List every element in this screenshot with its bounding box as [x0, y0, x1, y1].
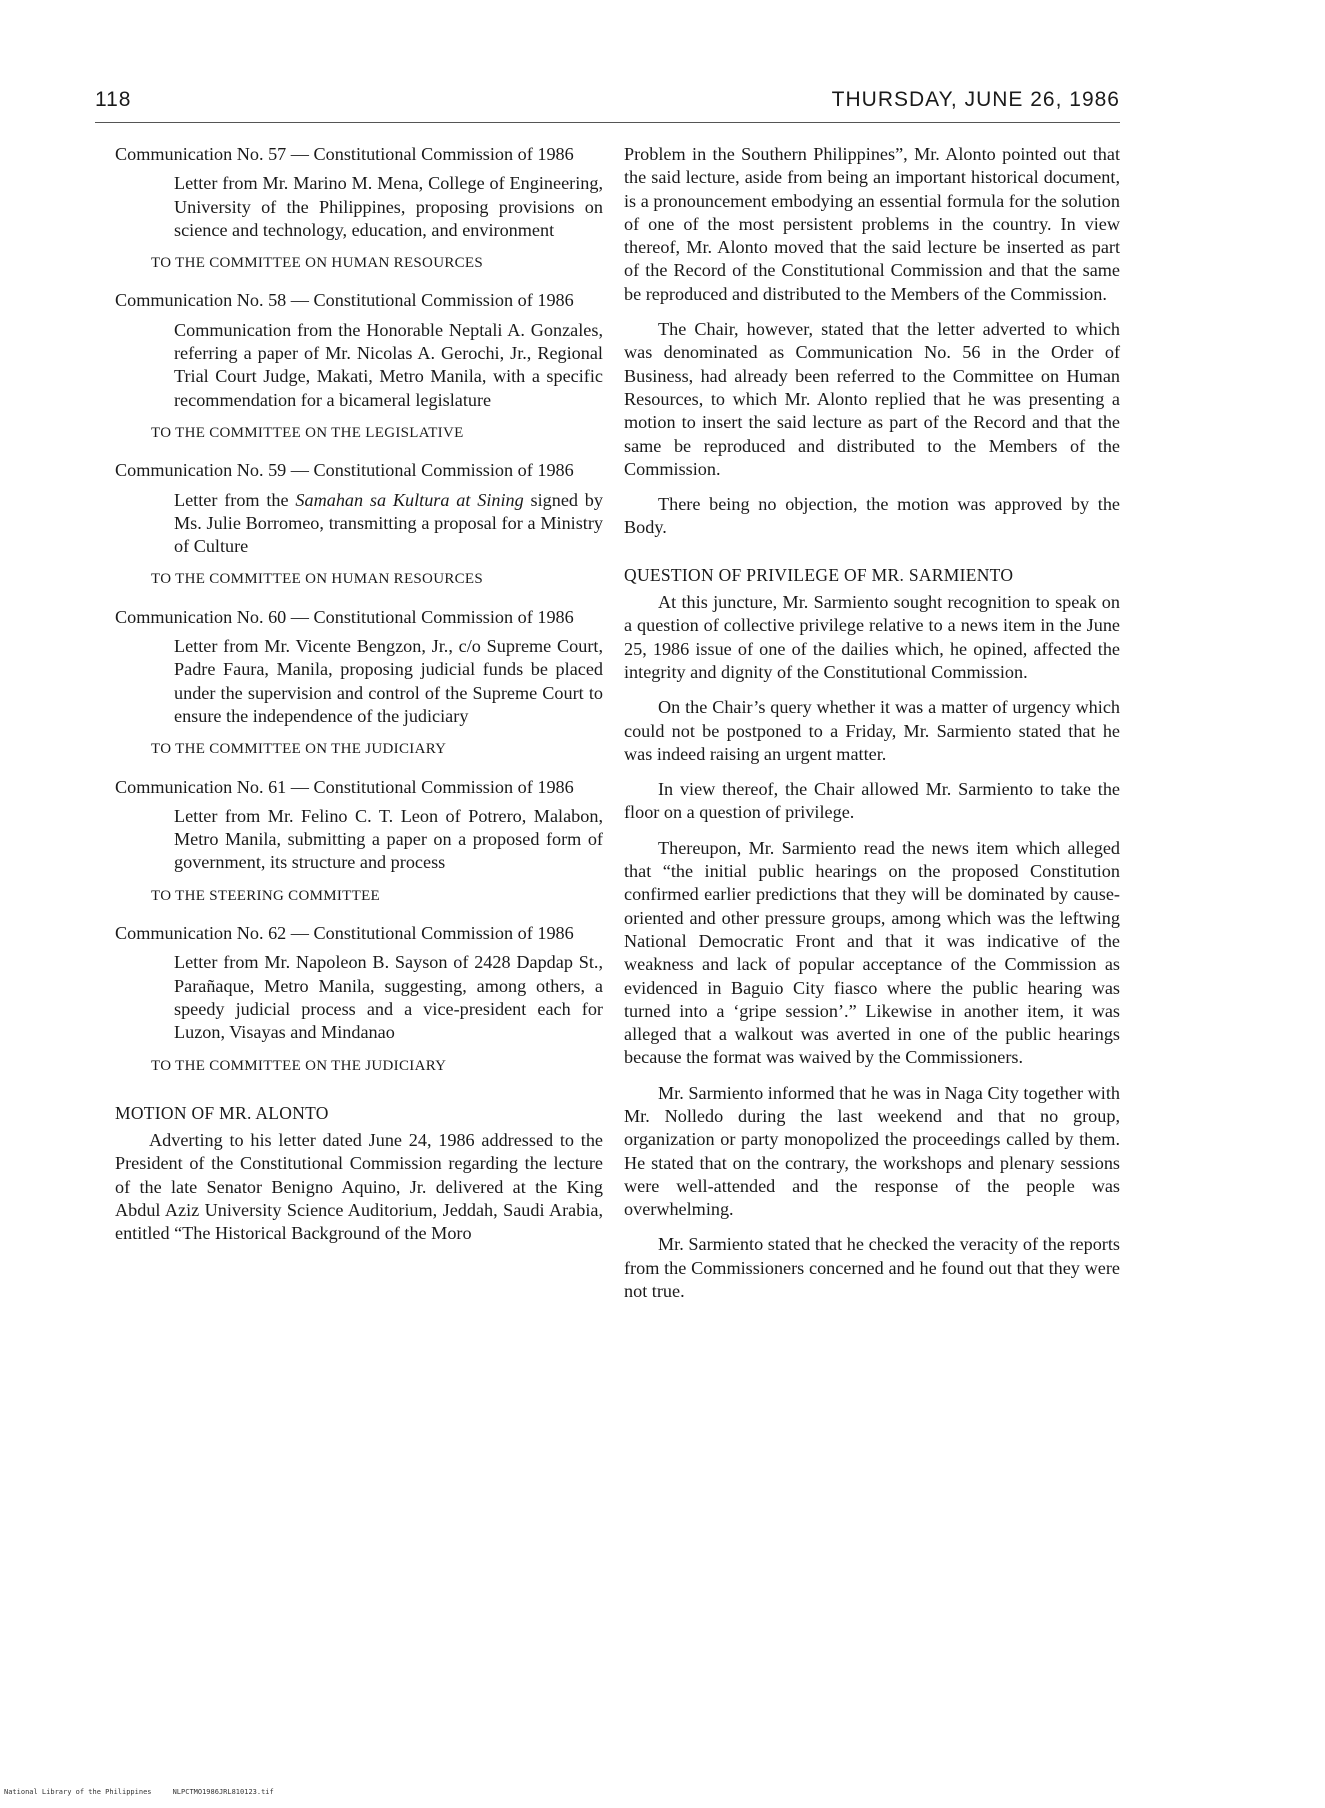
paragraph: There being no objection, the motion was approved by the Body. [624, 494, 1120, 538]
paragraph: The Chair, however, stated that the letter adverted to which was denominated as Communication No. 56 in the Order of Business, had already been referred to the Committee on Human Resources, to which Mr. Alonto replied that he was presenting a motion to insert the said lecture as part of the Record and that the same be reproduced and distributed to the Members of the Commission. [624, 319, 1120, 479]
committee-referral: TO THE COMMITTEE ON THE JUDICIARY [151, 741, 447, 758]
footer-file: NLPCTMO1986JRL810123.tif [172, 1788, 274, 1796]
communication-title: Communication No. 60 — Constitutional Commission of 1986 [115, 606, 574, 627]
paragraph: At this juncture, Mr. Sarmiento sought recognition to speak on a question of collective privilege relative to a news item in the June 25, 1986 issue of one of the dailies which, he opined, affected the integrity and dignity of the Constitutional Commission. [624, 592, 1120, 682]
paragraph: Thereupon, Mr. Sarmiento read the news item which alleged that “the initial public hearings on the proposed Constitution confirmed earlier predictions that they will be dominated by cause-oriented and other pressure groups, among which was the leftwing National Democratic Front and that it was indicative of the weakness and lack of popular acceptance of the Commission as evidenced in Baguio City fiasco where the public hearing was turned into a ‘gripe session’.” Likewise in another item, it was alleged that a walkout was averted in one of the public hearings because the format was waived by the Commissioners. [624, 837, 1120, 1068]
communication-title: Communication No. 58 — Constitutional Commission of 1986 [115, 290, 574, 311]
communication-title: Communication No. 59 — Constitutional Commission of 1986 [115, 460, 574, 481]
communication-entry [115, 459, 603, 591]
scan-footer [4, 1788, 274, 1796]
communication-title: Communication No. 57 — Constitutional Commission of 1986 [115, 144, 574, 164]
communication-body: Communication from the Honorable Neptali A. Gonzales, referring a paper of Mr. Nicolas A. Gerochi, Jr., Regional Trial Court Judge, Makati, Metro Manila, with a specific recommendation for a bicameral legislature [174, 319, 603, 410]
paragraph: Mr. Sarmiento informed that he was in Naga City together with Mr. Nolledo during the last weekend and that no group, organization or party monopolized the proceedings called by them. He stated that on the contrary, the workshops and plenary sessions were well-attended and the response of the people was overwhelming. [624, 1082, 1120, 1220]
communication-body: Letter from Mr. Felino C. T. Leon of Potrero, Malabon, Metro Manila, submitting a paper on a proposed form of government, its structure and process [174, 805, 603, 873]
committee-referral: TO THE STEERING COMMITTEE [151, 887, 381, 904]
communication-title: Communication No. 62 — Constitutional Commission of 1986 [115, 923, 574, 944]
communication-entry [115, 606, 603, 762]
communication-entry [115, 289, 603, 445]
communication-entry [115, 143, 603, 275]
session-date: THURSDAY, JUNE 26, 1986 [831, 88, 1120, 111]
body-suffix: signed by Ms. Julie Borromeo, transmitting a proposal for a Ministry of Culture [174, 489, 603, 557]
committee-referral: TO THE COMMITTEE ON THE JUDICIARY [151, 1057, 447, 1074]
left-column [115, 143, 603, 1258]
right-column [624, 143, 1120, 1315]
paragraph: In view thereof, the Chair allowed Mr. Sarmiento to take the floor on a question of privilege. [624, 779, 1120, 823]
paragraph: Mr. Sarmiento stated that he checked the veracity of the reports from the Commissioners concerned and he found out that they were not true. [624, 1234, 1120, 1302]
communication-body: Letter from Mr. Napoleon B. Sayson of 2428 Dapdap St., Parañaque, Metro Manila, suggesting, among others, a speedy judicial process and a vice-president each for Luzon, Visayas and Mindanao [174, 952, 603, 1043]
paragraph: On the Chair’s query whether it was a matter of urgency which could not be postponed to a Friday, Mr. Sarmiento stated that he was indeed raising an urgent matter. [624, 697, 1120, 764]
page-header [95, 88, 1120, 123]
section-heading-privilege: QUESTION OF PRIVILEGE OF MR. SARMIENTO [624, 564, 1014, 585]
committee-referral: TO THE COMMITTEE ON THE LEGISLATIVE [151, 424, 464, 441]
communication-body: Letter from Mr. Vicente Bengzon, Jr., c/o Supreme Court, Padre Faura, Manila, proposing judicial funds be placed under the supervision and control of the Supreme Court to ensure the independence of the judiciary [174, 636, 603, 726]
page-number: 118 [95, 88, 132, 111]
motion-paragraph: Adverting to his letter dated June 24, 1986 addressed to the President of the Constitutional Commission regarding the lecture of the late Senator Benigno Aquino, Jr. delivered at the King Abdul Aziz University Science Auditorium, Jeddah, Saudi Arabia, entitled “The Historical Background of the Moro [115, 1130, 603, 1244]
footer-source: National Library of the Philippines [4, 1788, 152, 1796]
communication-title: Communication No. 61 — Constitutional Commission of 1986 [115, 776, 574, 797]
communication-entry [115, 922, 603, 1078]
communication-entry [115, 776, 603, 908]
communication-body [115, 489, 603, 559]
committee-referral: TO THE COMMITTEE ON HUMAN RESOURCES [151, 571, 484, 588]
paragraph: Problem in the Southern Philippines”, Mr. Alonto pointed out that the said lecture, aside from being an important historical document, is a pronouncement embodying an essential formula for the solution of one of the most persistent problems in the country. In view thereof, Mr. Alonto moved that the said lecture be inserted as part of the Record of the Constitutional Commission and that the same be reproduced and distributed to the Members of the Commission. [624, 144, 1120, 304]
organization-name: Samahan sa Kultura at Sining [295, 489, 524, 510]
committee-referral: TO THE COMMITTEE ON HUMAN RESOURCES [151, 255, 484, 272]
section-heading-motion: MOTION OF MR. ALONTO [115, 1102, 329, 1123]
communication-body: Letter from Mr. Marino M. Mena, College of Engineering, University of the Philippines, proposing provisions on science and technology, education, and environment [174, 173, 603, 240]
body-prefix: Letter from the [174, 489, 296, 510]
